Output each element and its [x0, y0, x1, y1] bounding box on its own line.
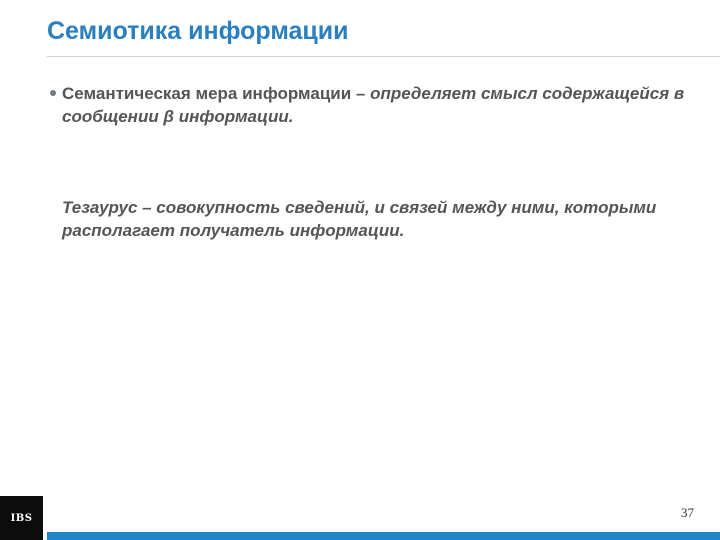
title-divider	[47, 56, 720, 57]
page-number: 37	[681, 505, 694, 520]
bullet-paragraph-semantic	[62, 82, 692, 128]
slide-title: Семиотика информации	[47, 17, 349, 45]
footer-accent-bar	[47, 532, 720, 540]
logo-text: IBS	[10, 512, 33, 524]
semantic-term: Семантическая мера информации –	[62, 84, 371, 103]
semantic-definition: определяет смысл содержащейся в сообщении β информации.	[62, 84, 685, 126]
bullet-dot-icon	[50, 90, 56, 96]
thesaurus-paragraph: Тезаурус – совокупность сведений, и связей между ними, которыми располагает получатель информации.	[62, 198, 657, 240]
ibs-logo	[0, 496, 43, 540]
